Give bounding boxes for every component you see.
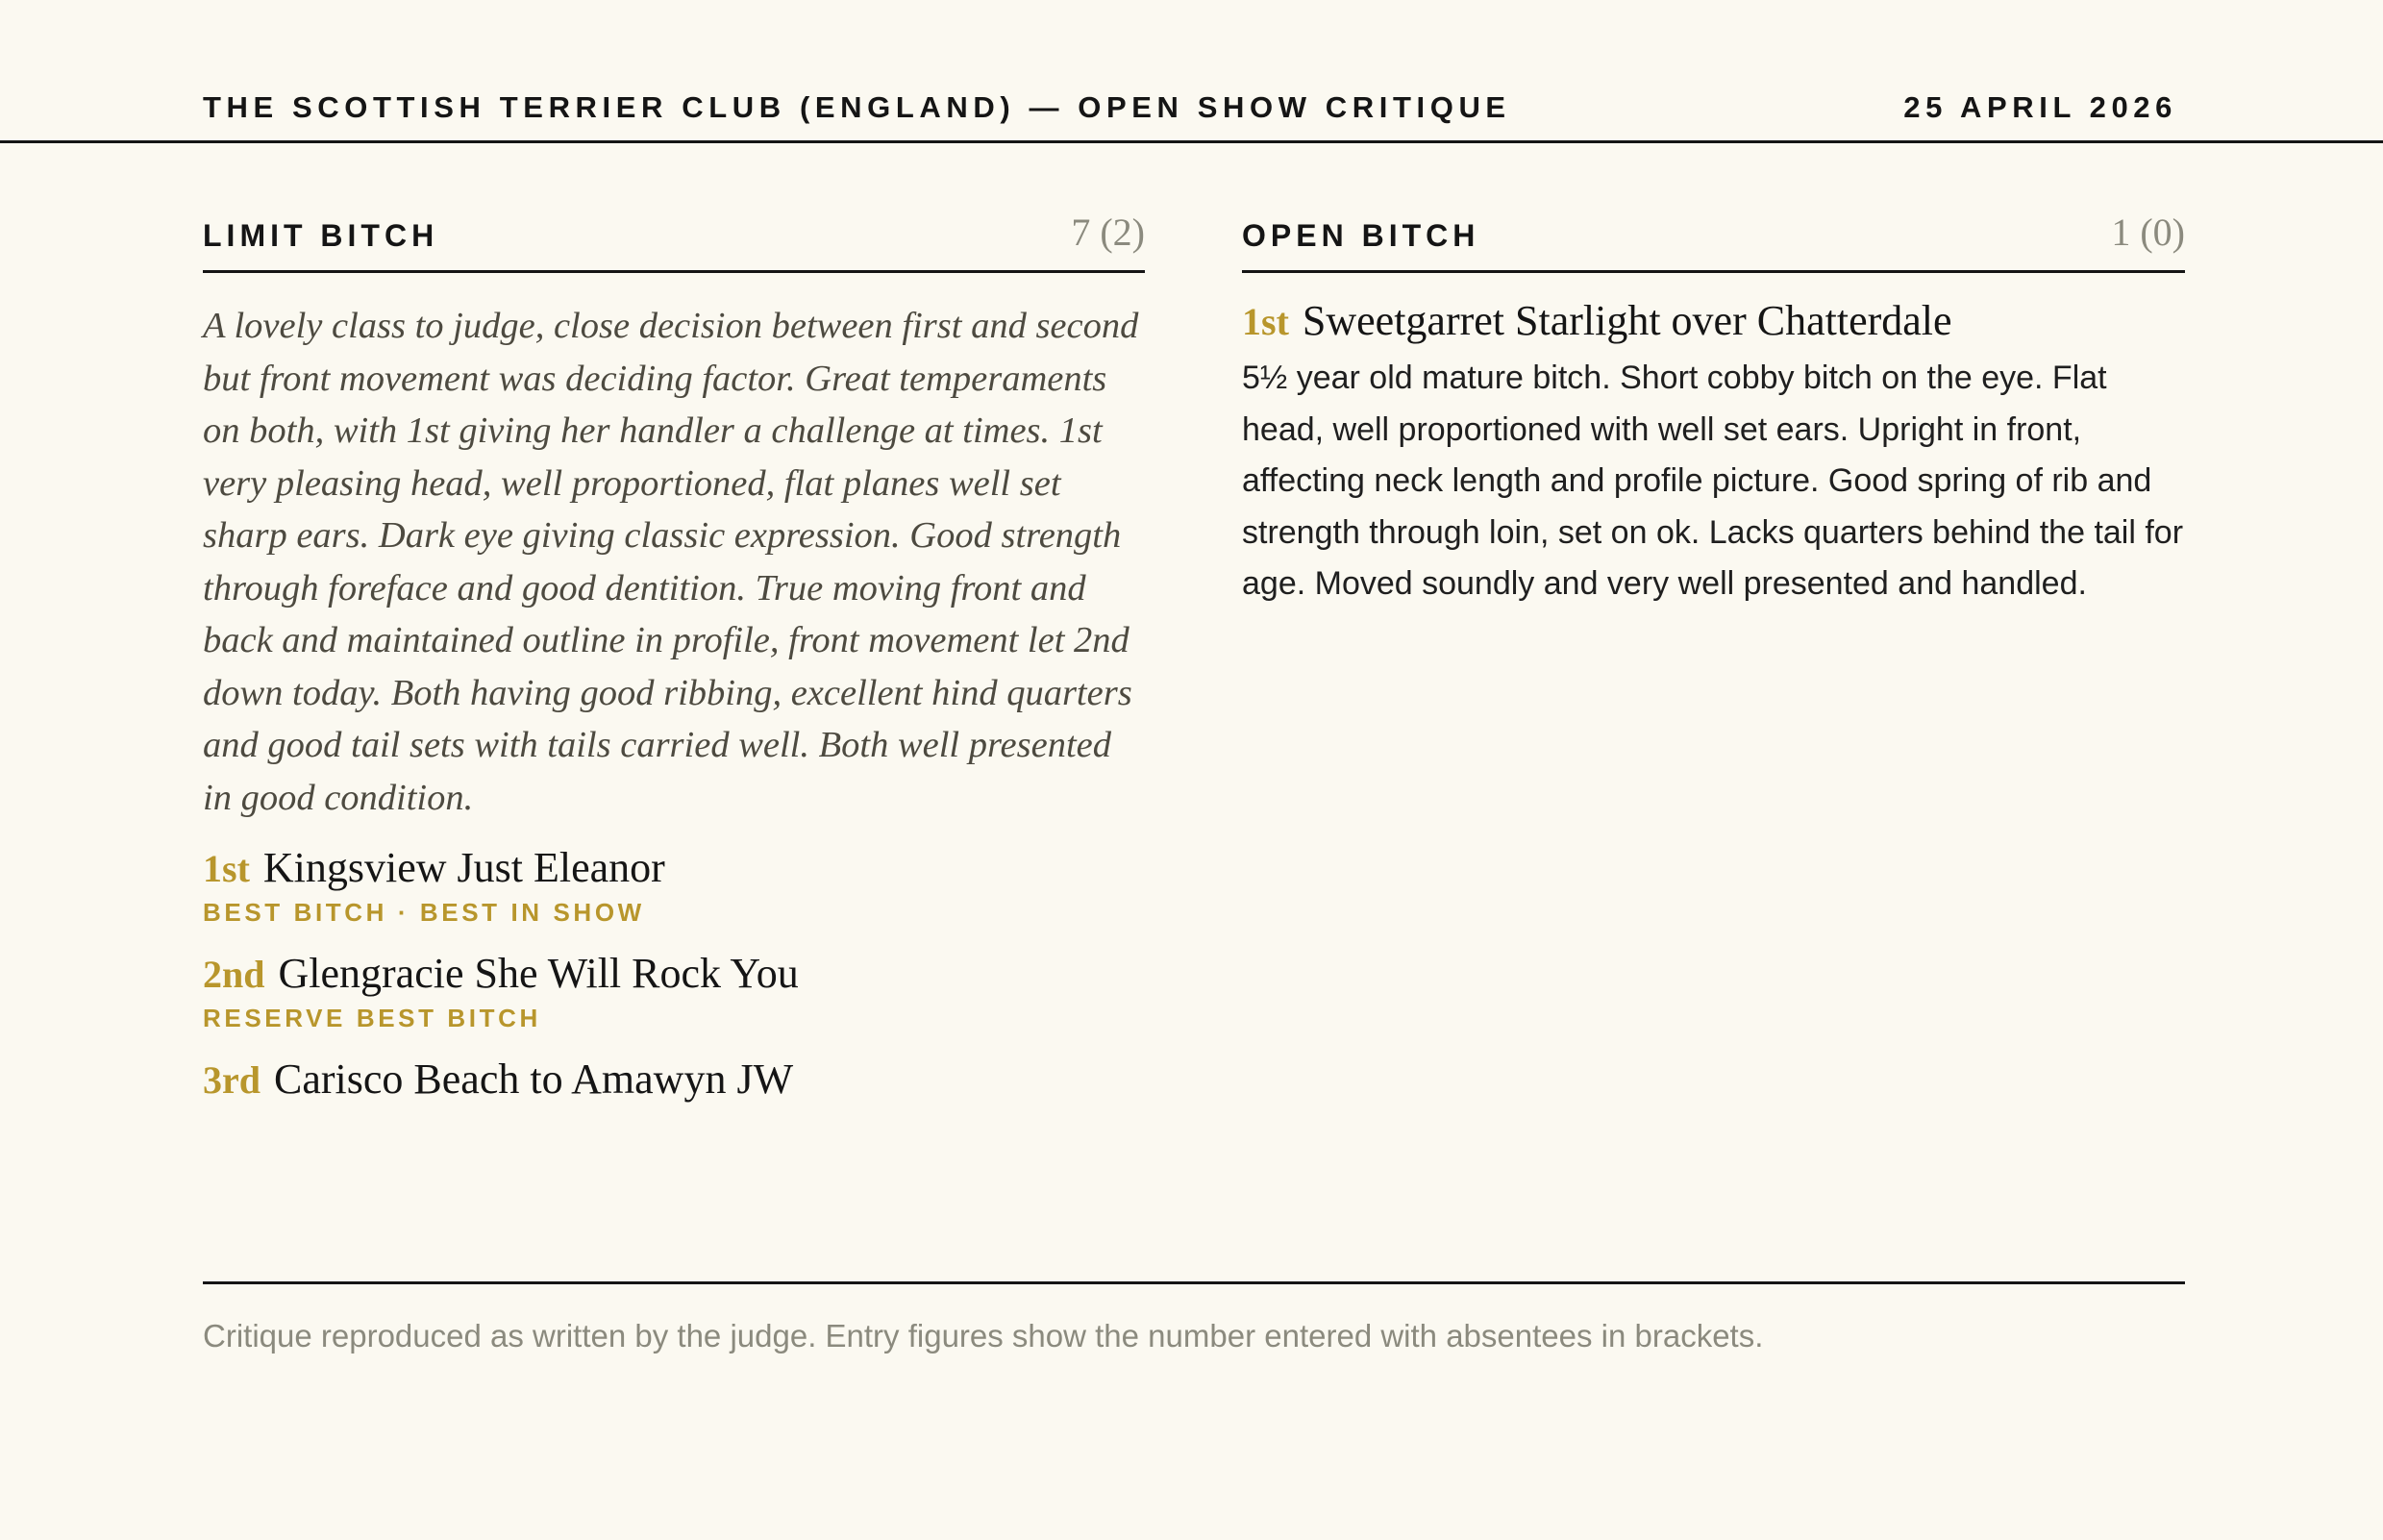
- footer-divider: [203, 1281, 2185, 1284]
- entry-count: 1 (0): [2111, 211, 2185, 254]
- award-label: BEST BITCH · BEST IN SHOW: [203, 898, 645, 927]
- class-heading: [1242, 204, 2185, 273]
- class-critique: A lovely class to judge, close decision between first and second but front movement was deciding factor. Great temperaments on both, with 1st giving her handler a challenge at times. 1st very pleasing head, well proportioned, flat planes well set sharp ears. Dark eye giving classic expression. Good strength through foreface and good dentition. True moving front and back and maintained outline in profile, front movement let 2nd down today. Both having good ribbing, excellent hind quarters and good tail sets with tails carried well. Both well presented in good condition.: [203, 306, 1139, 818]
- class-section-open-bitch: [1242, 204, 2185, 610]
- dog-name: Kingsview Just Eleanor: [262, 844, 665, 891]
- placing-position: 3rd: [203, 1058, 261, 1102]
- placing-first: [203, 843, 1145, 892]
- page-title: THE SCOTTISH TERRIER CLUB (ENGLAND) — OPEN SHOW CRITIQUE: [203, 90, 1511, 124]
- class-name: OPEN BITCH: [1242, 218, 1480, 253]
- class-name: LIMIT BITCH: [203, 218, 439, 253]
- placing-second: [203, 949, 1145, 998]
- placing-position: 1st: [1242, 300, 1289, 343]
- placing-position: 1st: [203, 847, 250, 890]
- entry-count: 7 (2): [1071, 211, 1145, 254]
- dog-name: Sweetgarret Starlight over Chatterdale: [1302, 297, 1952, 344]
- dog-name: Glengracie She Will Rock You: [278, 950, 799, 997]
- footer-note: Critique reproduced as written by the judge. Entry figures show the number entered with absentees in brackets.: [203, 1318, 1764, 1354]
- placing-first: [1242, 296, 2185, 345]
- page-header: [0, 0, 2383, 143]
- placing-position: 2nd: [203, 953, 265, 996]
- award-label: RESERVE BEST BITCH: [203, 1004, 541, 1032]
- dog-critique: 5½ year old mature bitch. Short cobby bitch on the eye. Flat head, well proportioned with well set ears. Upright in front, affecting neck length and profile picture. Good spring of rib and strength through loin, set on ok. Lacks quarters behind the tail for age. Moved soundly and very well presented and handled.: [1242, 360, 2184, 602]
- class-section-limit-bitch: [203, 204, 1145, 1104]
- show-date: 25 APRIL 2026: [1903, 90, 2177, 124]
- placing-third: [203, 1055, 1145, 1104]
- class-heading: [203, 204, 1145, 273]
- dog-name: Carisco Beach to Amawyn JW: [274, 1056, 794, 1103]
